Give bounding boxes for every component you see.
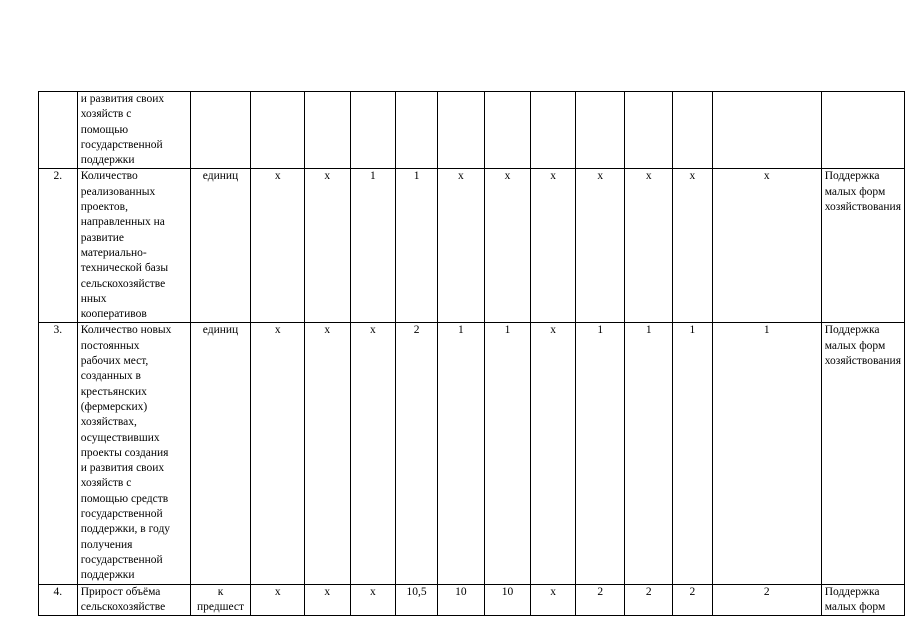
value-cell: х — [484, 169, 531, 323]
value-cell — [712, 92, 821, 169]
value-cell: 1 — [396, 169, 438, 323]
value-cell: х — [251, 584, 305, 616]
unit-cell: к предшест — [190, 584, 251, 616]
value-cell: х — [575, 169, 625, 323]
value-cell: 10,5 — [396, 584, 438, 616]
value-cell: 1 — [625, 323, 673, 584]
indicator-name-cell: и развития своих хозяйств с помощью государственной поддержки — [77, 92, 190, 169]
value-cell — [575, 92, 625, 169]
value-cell: 1 — [484, 323, 531, 584]
value-cell: х — [712, 169, 821, 323]
value-cell: х — [531, 169, 576, 323]
indicator-name-cell: Количество реализованных проектов, направленных на развитие материально- технической базы сельскохозяйстве нных кооперативов — [77, 169, 190, 323]
value-cell: 2 — [712, 584, 821, 616]
value-cell: х — [251, 323, 305, 584]
note-cell: Поддержка малых форм хозяйствования — [821, 323, 904, 584]
value-cell: 2 — [625, 584, 673, 616]
value-cell — [251, 92, 305, 169]
value-cell: х — [304, 169, 350, 323]
value-cell: 2 — [673, 584, 713, 616]
value-cell: х — [673, 169, 713, 323]
value-cell — [484, 92, 531, 169]
value-cell: 1 — [712, 323, 821, 584]
value-cell — [531, 92, 576, 169]
value-cell: 10 — [437, 584, 484, 616]
table-row — [39, 323, 905, 584]
value-cell — [437, 92, 484, 169]
value-cell — [396, 92, 438, 169]
value-cell — [625, 92, 673, 169]
unit-cell: единиц — [190, 169, 251, 323]
indicator-name-cell: Прирост объёма сельскохозяйстве — [77, 584, 190, 616]
row-number-cell: 2. — [39, 169, 78, 323]
value-cell: х — [531, 323, 576, 584]
value-cell — [673, 92, 713, 169]
value-cell: 1 — [575, 323, 625, 584]
row-number-cell — [39, 92, 78, 169]
indicator-name-cell: Количество новых постоянных рабочих мест, созданных в крестьянских (фермерских) хозяйствах, осуществивших проекты создания и развития своих хозяйств с помощью средств государственной поддержки, в году получения государственной поддержки — [77, 323, 190, 584]
note-cell: Поддержка малых форм хозяйствования — [821, 169, 904, 323]
value-cell: х — [350, 584, 396, 616]
value-cell: 2 — [396, 323, 438, 584]
note-cell: Поддержка малых форм — [821, 584, 904, 616]
value-cell: 10 — [484, 584, 531, 616]
unit-cell — [190, 92, 251, 169]
value-cell: 1 — [673, 323, 713, 584]
value-cell: х — [350, 323, 396, 584]
note-cell — [821, 92, 904, 169]
value-cell: х — [625, 169, 673, 323]
table-row — [39, 92, 905, 169]
value-cell: х — [531, 584, 576, 616]
row-number-cell: 3. — [39, 323, 78, 584]
value-cell: х — [304, 323, 350, 584]
value-cell — [350, 92, 396, 169]
value-cell: 1 — [350, 169, 396, 323]
value-cell — [304, 92, 350, 169]
value-cell: 1 — [437, 323, 484, 584]
indicators-table — [38, 91, 905, 616]
value-cell: х — [437, 169, 484, 323]
value-cell: х — [251, 169, 305, 323]
value-cell: 2 — [575, 584, 625, 616]
value-cell: х — [304, 584, 350, 616]
row-number-cell: 4. — [39, 584, 78, 616]
table-row — [39, 584, 905, 616]
unit-cell: единиц — [190, 323, 251, 584]
table-row — [39, 169, 905, 323]
